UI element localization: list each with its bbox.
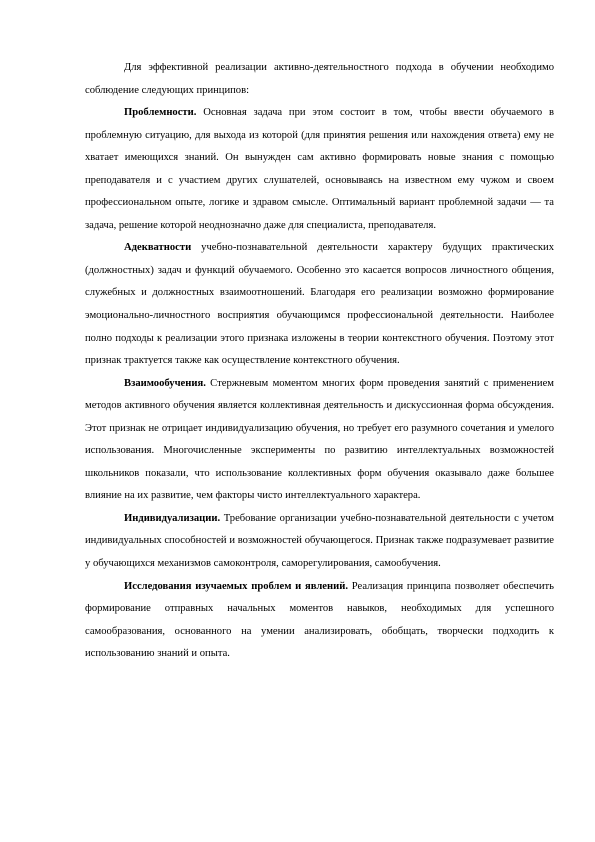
principle-text: учебно-познавательной деятельности характеру будущих практических (должностных) задач и функций обучаемого. Особенно это касается вопросов личностного общения, служебных и должностных взаимоотношений. Благодаря его реализации возможно формирование эмоционально-личностного восприятия обучающимся профессиональной деятельности. Наиболее полно подходы к реализации этого признака изложены в теории контекстного обучения. Поэтому этот признак трактуется также как осуществление контекстного обучения.	[85, 242, 554, 367]
principle-research-paragraph	[85, 576, 554, 666]
principle-text: Требование организации учебно-познавательной деятельности с учетом индивидуальных способностей и возможностей обучающегося. Признак также подразумевает развитие у обучающихся механизмов самоконтроля, саморегулирования, самообучения.	[85, 512, 554, 570]
principle-term: Проблемности.	[124, 107, 197, 119]
principle-mutual-learning-paragraph	[85, 373, 554, 508]
principle-problem-paragraph	[85, 102, 554, 237]
intro-paragraph: Для эффективной реализации активно-деятельностного подхода в обучении необходимо соблюдение следующих принципов:	[85, 62, 554, 96]
principle-text: Основная задача при этом состоит в том, чтобы ввести обучаемого в проблемную ситуацию, для выхода из которой (для принятия решения или нахождения ответа) ему не хватает имеющихся знаний. Он вынужден сам активно формировать новые знания с помощью преподавателя и с участием других слушателей, основываясь на известном ему чужом и своем профессиональном опыте, логике и здравом смысле. Оптимальный вариант проблемной задачи — та задача, решение которой неоднозначно даже для специалиста, преподавателя.	[85, 107, 554, 231]
principle-text: Реализация принципа позволяет обеспечить формирование отправных начальных моментов навыков, необходимых для успешного самообразования, основанного на умении анализировать, обобщать, творчески подходить к использованию знаний и опыта.	[85, 580, 554, 660]
principle-term: Взаимообучения.	[124, 377, 206, 389]
principle-term: Адекватности	[124, 242, 192, 254]
principle-adequacy-paragraph	[85, 237, 554, 372]
principle-text: Стержневым моментом многих форм проведения занятий с применением методов активного обучения является коллективная деятельность и дискуссионная форма обсуждения. Этот признак не отрицает индивидуализацию обучения, но требует его разумного сочетания и умелого использования. Многочисленные эксперименты по развитию интеллектуальных возможностей школьников показали, что использование коллективных форм обучения оказывало даже большее влияние на их развитие, чем факторы чисто интеллектуального характера.	[85, 377, 554, 502]
principle-term: Индивидуализации.	[124, 512, 221, 524]
principle-term: Исследования изучаемых проблем и явлений.	[124, 580, 348, 592]
document-body	[85, 57, 554, 666]
principle-individualization-paragraph	[85, 508, 554, 576]
